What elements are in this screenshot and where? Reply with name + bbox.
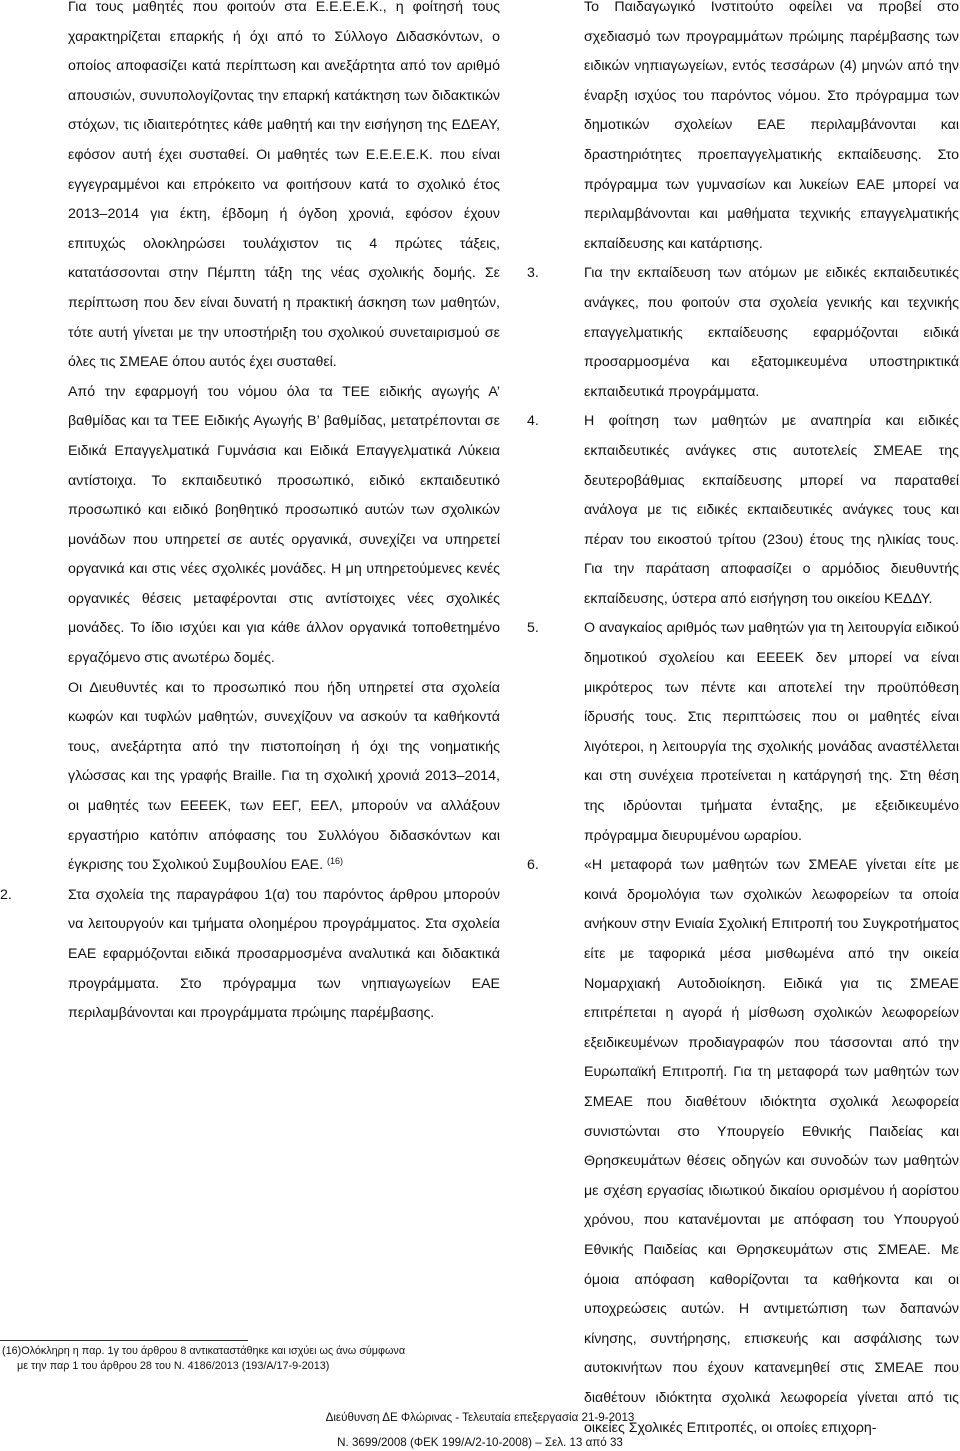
list-item-text: Για την εκπαίδευση των ατόμων με ειδικές εκπαιδευτικές ανάγκες, που φοιτούν στα σχολεία γενικής και τεχνικής επαγγελματικής εκπαίδευσης εφαρμόζονται ειδικά προσαρμοσμένα και εξατομικευμένα υποστηρικτικά εκπαιδευτικά προγράμματα. [584,265,959,400]
list-item-3 [527,259,959,407]
footnote-line-2: με την παρ 1 του άρθρου 28 του Ν. 4186/2013 (193/Α/17-9-2013) [17,1360,330,1372]
footnote-reference[interactable]: (16) [327,856,344,867]
list-item-number: 5. [527,620,539,637]
list-item-text: Στα σχολεία της παραγράφου 1(α) του παρόντος άρθρου μπορούν να λειτουργούν και τμήματα ολοημέρου προγράμματος. Στα σχολεία ΕΑΕ εφαρμόζονται ειδικά προσαρμοσμένα αναλυτικά και διδακτικά προγράμματα. Στο πρόγραμμα των νηπιαγωγείων ΕΑΕ περιλαμβάνονται και προγράμματα πρώιμης παρέμβασης. [68,886,500,1022]
paragraph-tee-conversion: Από την εφαρμογή του νόμου όλα τα ΤΕΕ ειδικής αγωγής Α’ βαθμίδας και τα ΤΕΕ Ειδικής Αγωγής Β’ βαθμίδας, μετατρέπονται σε Ειδικά Επαγγελματικά Γυμνάσια και Ειδικά Επαγγελματικά Λύκεια αντίστοιχα. Το εκπαιδευτικό προσωπικό, ειδικό εκπαιδευτικό προσωπικό και ειδικό βοηθητικό προσωπικό αυτών των σχολικών μονάδων που υπηρετεί σε αυτές οργανικά, συνεχίζει να υπηρετεί οργανικά και στις νέες σχολικές μονάδες. Η μη υπηρετούμενες κενές οργανικές θέσεις μεταφέρονται στις αντίστοιχες νέες σχολικές μονάδες. Το ίδιο ισχύει και για κάθε άλλον οργανικά τοποθετημένο εργαζόμενο στις ανωτέρω δομές. [68,383,500,667]
list-item-5 [527,614,959,851]
right-column [527,0,959,1443]
paragraph-eeeek-attendance: Για τους μαθητές που φοιτούν στα Ε.Ε.Ε.Ε.Κ., η φοίτησή τους χαρακτηρίζεται επαρκής ή όχι από το Σύλλογο Διδασκόντων, ο οποίος αποφασίζει κατά περίπτωση και ανεξάρτητα από τον αριθμό απουσιών, συνυπολογίζοντας την επαρκή κατάκτηση των διδακτικών στόχων, τις ιδιαιτερότητες κάθε μαθητή και την εισήγηση της ΕΔΕΑΥ, εφόσον αυτή έχει συσταθεί. Οι μαθητές των Ε.Ε.Ε.Ε.Κ. που είναι εγγεγραμμένοι και επρόκειτο να φοιτήσουν κατά το σχολικό έτος 2013‒2014 για έκτη, έβδομη ή όγδοη χρονιά, εφόσον έχουν επιτυχώς ολοκληρώσει τουλάχιστον τις 4 πρώτες τάξεις, κατατάσσονται στην Πέμπτη τάξη της νέας σχολικής δομής. Σε περίπτωση που δεν είναι δυνατή η πρακτική άσκηση των μαθητών, τότε αυτή γίνεται με την υποστήριξη του σχολικού συνεταιρισμού σε όλες τις ΣΜΕΑΕ όπου αυτός έχει συσταθεί. [68,0,500,371]
list-item-text: Η φοίτηση των μαθητών με αναπηρία και ειδικές εκπαιδευτικές ανάγκες στις αυτοτελείς ΣΜΕΑΕ της δευτεροβάθμιας εκπαίδευσης μπορεί να παραταθεί ανάλογα με τις ειδικές εκπαιδευτικές ανάγκες τους και πέραν του εικοστού τρίτου (23ου) έτους της ηλικίας τους. Για την παράταση αποφασίζει ο αρμόδιος διευθυντής εκπαίδευσης, ύστερα από εισήγηση του οικείου ΚΕΔΔΥ. [584,413,959,607]
paragraph-deaf-blind-schools [0,674,500,881]
paragraph-pedagogical-institute: Το Παιδαγωγικό Ινστιτούτο οφείλει να προβεί στο σχεδιασμό των προγραμμάτων πρώιμης παρέμβασης των ειδικών νηπιαγωγείων, εντός τεσσάρων (4) μηνών από την έναρξη ισχύος του παρόντος νόμου. Στο πρόγραμμα των δημοτικών σχολείων ΕΑΕ περιλαμβάνονται και δραστηριότητες προεπαγγελματικής εκπαίδευσης. Στο πρόγραμμα των γυμνασίων και λυκείων ΕΑΕ μπορεί να περιλαμβάνονται και μαθήματα τεχνικής επαγγελματικής εκπαίδευσης και κατάρτισης. [584,0,959,252]
list-item-4 [527,407,959,614]
page-footer-department: Διεύθυνση ΔΕ Φλώρινας - Τελευταία επεξεργασία 21-9-2013 [325,1411,635,1424]
list-item-number: 6. [527,857,539,874]
footnote-line-1: (16)Ολόκληρη η παρ. 1γ του άρθρου 8 αντικαταστάθηκε και ισχύει ως άνω σύμφωνα [2,1345,406,1357]
footnote-divider [0,1340,248,1341]
left-column [0,0,500,1029]
list-item-number: 4. [527,413,539,430]
list-item-2 [0,881,500,1029]
list-item-number: 3. [527,265,539,282]
page-footer-law-page: Ν. 3699/2008 (ΦΕΚ 199/Α/2-10-2008) ‒ Σελ. 13 από 33 [337,1436,623,1449]
list-item-number: 2. [0,886,12,903]
list-item-6 [527,851,959,1443]
list-item-text: «Η μεταφορά των μαθητών των ΣΜΕΑΕ γίνεται είτε με κοινά δρομολόγια των σχολικών λεωφορείων τα οποία ανήκουν στην Ενιαία Σχολική Επιτροπή του Συγκροτήματος είτε με ταφορικά μέσα μισθωμένα από την οικεία Νομαρχιακή Αυτοδιοίκηση. Ειδικά για τις ΣΜΕΑΕ επιτρέπεται η αγορά ή μίσθωση σχολικών λεωφορείων εξειδικευμένων προδιαγραφών που τάσσονται από την Ευρωπαϊκή Επιτροπή. Για τη μεταφορά των μαθητών των ΣΜΕΑΕ που διαθέτουν ιδιόκτητα σχολικά λεωφορεία συνιστώνται στο Υπουργείο Εθνικής Παιδείας και Θρησκευμάτων θέσεις οδηγών και συνοδών των μαθητών με σχέση εργασίας ιδιωτικού δικαίου ορισμένου ή αορίστου χρόνου, που κατανέμονται με απόφαση του Υπουργού Εθνικής Παιδείας και Θρησκευμάτων στις ΣΜΕΑΕ. Με όμοια απόφαση καθορίζονται τα καθήκοντα και οι υποχρεώσεις αυτών. Η αντιμετώπιση των δαπανών κίνησης, συντήρησης, επισκευής και ασφάλισης των αυτοκινήτων που έχουν κατανεμηθεί στις ΣΜΕΑΕ που διαθέτουν ιδιόκτητα σχολικά λεωφορεία γίνεται από τις οικείες Σχολικές Επιτροπές, οι οποίες επιχορη- [584,857,959,1436]
paragraph-deaf-blind-text: Οι Διευθυντές και το προσωπικό που ήδη υπηρετεί στα σχολεία κωφών και τυφλών μαθητών, συνεχίζουν να ασκούν τα καθήκοντά τους, ανεξάρτητα από την πιστοποίηση ή όχι της νοηματικής γλώσσας και της γραφής Braille. Για τη σχολική χρονιά 2013‒2014, οι μαθητές των ΕΕΕΕΚ, των ΕΕΓ, ΕΕΛ, μπορούν να αλλάξουν εργαστήριο κατόπιν απόφασης του Συλλόγου διδασκόντων και έγκρισης του Σχολικού Συμβουλίου ΕΑΕ. [68,679,500,874]
list-item-text: Ο αναγκαίος αριθμός των μαθητών για τη λειτουργία ειδικού δημοτικού σχολείου και ΕΕΕΕΚ δεν μπορεί να είναι μικρότερος των πέντε και αποτελεί την προϋπόθεση ίδρυσής τους. Στις περιπτώσεις που οι μαθητές είναι λιγότεροι, η λειτουργία της σχολικής μονάδας αναστέλλεται και στη συνέχεια προτείνεται η κατάργησή της. Στη θέση της ιδρύονται τμήματα ένταξης, με εξειδικευμένο πρόγραμμα διευρυμένου ωραρίου. [584,620,959,844]
footnote [2,1344,472,1374]
